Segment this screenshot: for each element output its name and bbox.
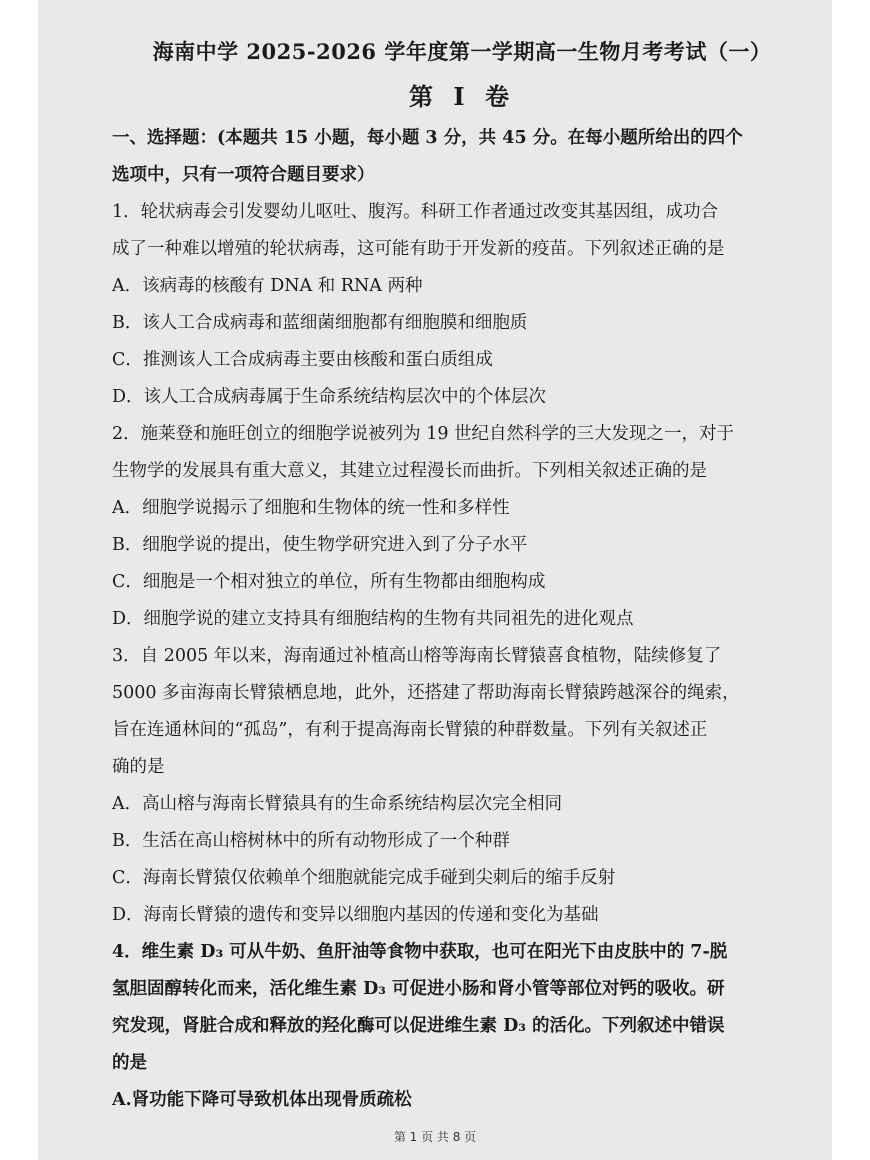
option-a: A．高山榕与海南长臂猿具有的生命系统结构层次完全相同 bbox=[112, 794, 563, 814]
question-stem-line: 确的是 bbox=[112, 757, 165, 777]
question-4 bbox=[112, 934, 812, 1119]
section-instructions bbox=[112, 120, 812, 194]
question-stem-line: 4．维生素 D₃ 可从牛奶、鱼肝油等食物中获取，也可在阳光下由皮肤中的 7-脱 bbox=[112, 942, 728, 962]
option-b: B．该人工合成病毒和蓝细菌细胞都有细胞膜和细胞质 bbox=[112, 313, 528, 333]
section-line: 选项中，只有一项符合题目要求） bbox=[112, 165, 375, 185]
question-stem-line: 成了一种难以增殖的轮状病毒，这可能有助于开发新的疫苗。下列叙述正确的是 bbox=[112, 239, 725, 259]
option-d: D．该人工合成病毒属于生命系统结构层次中的个体层次 bbox=[112, 387, 547, 407]
question-stem-line: 5000 多亩海南长臂猿栖息地，此外，还搭建了帮助海南长臂猿跨越深谷的绳索， bbox=[112, 683, 740, 703]
option-b: B．细胞学说的提出，使生物学研究进入到了分子水平 bbox=[112, 535, 528, 555]
exam-content bbox=[112, 30, 812, 1119]
option-c: C．推测该人工合成病毒主要由核酸和蛋白质组成 bbox=[112, 350, 493, 370]
option-d: D．细胞学说的建立支持具有细胞结构的生物有共同祖先的进化观点 bbox=[112, 609, 634, 629]
option-a: A．该病毒的核酸有 DNA 和 RNA 两种 bbox=[112, 276, 423, 296]
volume-heading: 第 I 卷 bbox=[409, 82, 515, 111]
question-stem-line: 1．轮状病毒会引发婴幼儿呕吐、腹泻。科研工作者通过改变其基因组，成功合 bbox=[112, 202, 719, 222]
section-line: 一、选择题：(本题共 15 小题，每小题 3 分，共 45 分。在每小题所给出的四个 bbox=[112, 128, 743, 148]
question-stem-line: 旨在连通林间的“孤岛”，有利于提高海南长臂猿的种群数量。下列有关叙述正 bbox=[112, 720, 708, 740]
question-stem-line: 3．自 2005 年以来，海南通过补植高山榕等海南长臂猿喜食植物，陆续修复了 bbox=[112, 646, 722, 666]
question-2 bbox=[112, 416, 812, 638]
question-1 bbox=[112, 194, 812, 416]
question-stem-line: 氢胆固醇转化而来，活化维生素 D₃ 可促进小肠和肾小管等部位对钙的吸收。研 bbox=[112, 979, 725, 999]
page-indicator: 第 1 页 共 8 页 bbox=[393, 1130, 477, 1144]
option-b: B．生活在高山榕树林中的所有动物形成了一个种群 bbox=[112, 831, 510, 851]
option-c: C．海南长臂猿仅依赖单个细胞就能完成手碰到尖刺后的缩手反射 bbox=[112, 868, 616, 888]
exam-page bbox=[38, 0, 832, 1160]
exam-title: 海南中学 2025-2026 学年度第一学期高一生物月考考试（一） bbox=[152, 39, 772, 64]
question-3 bbox=[112, 638, 812, 934]
option-d: D．海南长臂猿的遗传和变异以细胞内基因的传递和变化为基础 bbox=[112, 905, 599, 925]
option-c: C．细胞是一个相对独立的单位，所有生物都由细胞构成 bbox=[112, 572, 546, 592]
question-stem-line: 究发现，肾脏合成和释放的羟化酶可以促进维生素 D₃ 的活化。下列叙述中错误 bbox=[112, 1016, 725, 1036]
option-a: A.肾功能下降可导致机体出现骨质疏松 bbox=[112, 1090, 412, 1110]
question-stem-line: 生物学的发展具有重大意义，其建立过程漫长而曲折。下列相关叙述正确的是 bbox=[112, 461, 707, 481]
option-a: A．细胞学说揭示了细胞和生物体的统一性和多样性 bbox=[112, 498, 510, 518]
question-stem-line: 2．施莱登和施旺创立的细胞学说被列为 19 世纪自然科学的三大发现之一，对于 bbox=[112, 424, 735, 444]
question-stem-line: 的是 bbox=[112, 1053, 147, 1073]
